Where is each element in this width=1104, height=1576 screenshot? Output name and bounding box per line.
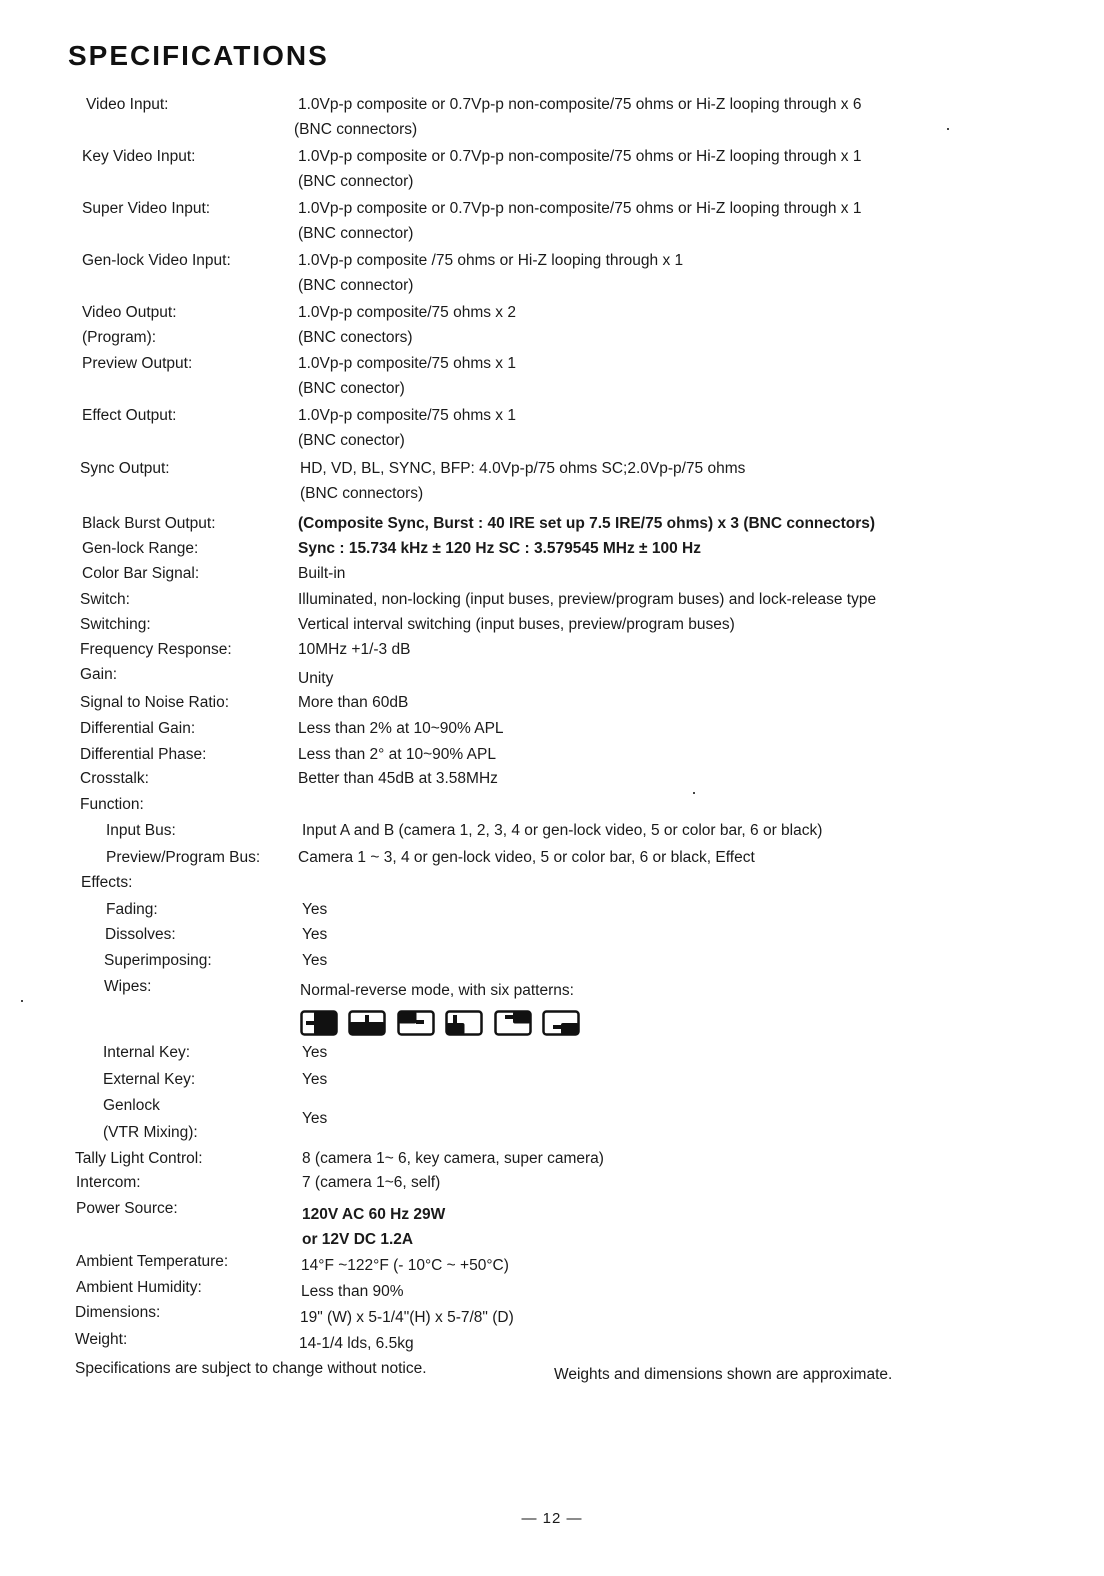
spec-value-line: Less than 2% at 10~90% APL bbox=[298, 720, 504, 737]
spec-label: Signal to Noise Ratio: bbox=[80, 694, 230, 711]
spec-value bbox=[298, 351, 998, 401]
spec-label: Video Input: bbox=[86, 96, 169, 113]
approximation-note: Weights and dimensions shown are approximate. bbox=[554, 1366, 893, 1383]
spec-value-line: Less than 90% bbox=[301, 1283, 404, 1300]
spec-label: Switch: bbox=[80, 591, 130, 608]
spec-value-line: (BNC conectors) bbox=[298, 329, 413, 346]
spec-value bbox=[298, 742, 998, 767]
spec-value-line: 8 (camera 1~ 6, key camera, super camera) bbox=[302, 1150, 604, 1167]
spec-value-line: Camera 1 ~ 3, 4 or gen-lock video, 5 or color bar, 6 or black, Effect bbox=[298, 849, 755, 866]
spec-label: Tally Light Control: bbox=[75, 1150, 203, 1167]
spec-value-line: 1.0Vp-p composite/75 ohms x 2 bbox=[298, 304, 516, 321]
spec-value bbox=[298, 612, 998, 637]
spec-label: Effect Output: bbox=[82, 407, 177, 424]
spec-value bbox=[300, 974, 1000, 1003]
spec-value-line: Yes bbox=[302, 1044, 328, 1061]
spec-value bbox=[294, 92, 998, 142]
spec-value-line: or 12V DC 1.2A bbox=[302, 1231, 414, 1248]
spec-value-line: 7 (camera 1~6, self) bbox=[302, 1174, 441, 1191]
spec-value-line: (BNC connector) bbox=[298, 277, 414, 294]
spec-label: Internal Key: bbox=[103, 1044, 191, 1061]
spec-value-line: HD, VD, BL, SYNC, BFP: 4.0Vp-p/75 ohms SC;2.0Vp-p/75 ohms bbox=[300, 460, 746, 477]
spec-label: Preview/Program Bus: bbox=[106, 849, 261, 866]
spec-value bbox=[302, 1170, 1002, 1195]
spec-value-line: Yes bbox=[302, 926, 328, 943]
scan-speck bbox=[693, 792, 695, 794]
spec-value-line: 120V AC 60 Hz 29W bbox=[302, 1206, 446, 1223]
spec-label: Ambient Temperature: bbox=[76, 1253, 229, 1270]
spec-value-line: 1.0Vp-p composite/75 ohms x 1 bbox=[298, 355, 516, 372]
spec-value-line: (Composite Sync, Burst : 40 IRE set up 7.5 IRE/75 ohms) x 3 (BNC connectors) bbox=[298, 515, 876, 532]
spec-label: Dimensions: bbox=[75, 1304, 161, 1321]
spec-label: Differential Gain: bbox=[80, 720, 196, 737]
spec-value-line: 1.0Vp-p composite or 0.7Vp-p non-composite/75 ohms or Hi-Z looping through x 1 bbox=[298, 148, 862, 165]
page-number: — 12 — bbox=[521, 1510, 583, 1527]
spec-label: Function: bbox=[80, 796, 144, 813]
spec-label: Black Burst Output: bbox=[82, 515, 216, 532]
spec-label: (VTR Mixing): bbox=[103, 1124, 198, 1141]
spec-value-line: Yes bbox=[302, 1071, 328, 1088]
spec-value-line: Vertical interval switching (input buses, preview/program buses) bbox=[298, 616, 735, 633]
spec-value-line: Better than 45dB at 3.58MHz bbox=[298, 770, 498, 787]
spec-value bbox=[298, 196, 998, 246]
wipe-pattern-5-icon bbox=[494, 1010, 532, 1036]
spec-value-line: Yes bbox=[302, 901, 328, 918]
spec-value bbox=[300, 1305, 1000, 1330]
wipe-pattern-6-icon bbox=[542, 1010, 580, 1036]
spec-label: Superimposing: bbox=[104, 952, 212, 969]
spec-label: Gen-lock Range: bbox=[82, 540, 199, 557]
spec-value-line: Input A and B (camera 1, 2, 3, 4 or gen-lock video, 5 or color bar, 6 or black) bbox=[302, 822, 823, 839]
spec-value bbox=[302, 1202, 1002, 1252]
spec-label: Key Video Input: bbox=[82, 148, 196, 165]
spec-value-line: Normal-reverse mode, with six patterns: bbox=[300, 982, 574, 999]
spec-value-line: (BNC connector) bbox=[298, 225, 414, 242]
spec-label: Video Output: bbox=[82, 304, 177, 321]
wipe-patterns bbox=[300, 1010, 586, 1036]
spec-value bbox=[298, 561, 998, 586]
spec-value-line: 1.0Vp-p composite or 0.7Vp-p non-composite/75 ohms or Hi-Z looping through x 6 bbox=[298, 96, 862, 113]
spec-value bbox=[298, 716, 998, 741]
spec-value bbox=[302, 1106, 1002, 1131]
spec-value-line: 14°F ~122°F (- 10°C ~ +50°C) bbox=[301, 1257, 509, 1274]
spec-label: Dissolves: bbox=[105, 926, 176, 943]
spec-value-line: 1.0Vp-p composite /75 ohms or Hi-Z looping through x 1 bbox=[298, 252, 684, 269]
spec-value bbox=[298, 300, 998, 325]
spec-value bbox=[299, 1331, 999, 1356]
spec-value-line: 14-1/4 lds, 6.5kg bbox=[299, 1335, 414, 1352]
spec-label: Genlock bbox=[103, 1097, 160, 1114]
spec-value-line: Unity bbox=[298, 670, 334, 687]
spec-label: Input Bus: bbox=[106, 822, 176, 839]
spec-label: Weight: bbox=[75, 1331, 128, 1348]
spec-label: Color Bar Signal: bbox=[82, 565, 200, 582]
spec-value bbox=[301, 1253, 1001, 1278]
spec-value-line: Less than 2° at 10~90% APL bbox=[298, 746, 496, 763]
spec-value-line: (BNC conector) bbox=[298, 380, 405, 397]
spec-value bbox=[302, 897, 1002, 922]
spec-value-line: 10MHz +1/-3 dB bbox=[298, 641, 411, 658]
spec-label: External Key: bbox=[103, 1071, 196, 1088]
spec-value-line: (BNC connectors) bbox=[294, 121, 418, 138]
spec-label: Crosstalk: bbox=[80, 770, 149, 787]
spec-value bbox=[302, 948, 1002, 973]
spec-value-line: 1.0Vp-p composite/75 ohms x 1 bbox=[298, 407, 516, 424]
spec-value bbox=[298, 248, 998, 298]
spec-label: Intercom: bbox=[76, 1174, 141, 1191]
spec-label: Ambient Humidity: bbox=[76, 1279, 202, 1296]
spec-label: Switching: bbox=[80, 616, 151, 633]
spec-value bbox=[302, 1040, 1002, 1065]
spec-label: Preview Output: bbox=[82, 355, 193, 372]
wipe-pattern-3-icon bbox=[397, 1010, 435, 1036]
scan-speck bbox=[947, 128, 949, 130]
spec-value bbox=[298, 637, 998, 662]
spec-value bbox=[298, 587, 998, 612]
spec-label: Differential Phase: bbox=[80, 746, 207, 763]
spec-label: Super Video Input: bbox=[82, 200, 211, 217]
spec-value bbox=[298, 690, 998, 715]
spec-value-line: Sync : 15.734 kHz ± 120 Hz SC : 3.579545 MHz ± 100 Hz bbox=[298, 540, 701, 557]
spec-value bbox=[301, 1279, 1001, 1304]
spec-value bbox=[298, 766, 998, 791]
spec-label: Fading: bbox=[106, 901, 158, 918]
spec-value-line: More than 60dB bbox=[298, 694, 409, 711]
spec-label: Sync Output: bbox=[80, 460, 170, 477]
spec-label: Effects: bbox=[81, 874, 133, 891]
spec-value bbox=[302, 1067, 1002, 1092]
spec-value-line: Yes bbox=[302, 1110, 328, 1127]
spec-value bbox=[302, 1146, 1002, 1171]
spec-value-line: Illuminated, non-locking (input buses, preview/program buses) and lock-release type bbox=[298, 591, 877, 608]
spec-value bbox=[302, 922, 1002, 947]
spec-value-line: (BNC conector) bbox=[298, 432, 405, 449]
spec-label: Gain: bbox=[80, 666, 118, 683]
spec-value-line: (BNC connectors) bbox=[300, 485, 424, 502]
spec-label: Power Source: bbox=[76, 1200, 178, 1217]
spec-value bbox=[298, 511, 998, 536]
spec-label: (Program): bbox=[82, 329, 157, 346]
spec-value bbox=[298, 536, 998, 561]
spec-value bbox=[298, 662, 998, 691]
spec-label: Wipes: bbox=[104, 978, 152, 995]
spec-value-line: Yes bbox=[302, 952, 328, 969]
spec-label: Gen-lock Video Input: bbox=[82, 252, 231, 269]
spec-value bbox=[300, 456, 1000, 506]
page-title: SPECIFICATIONS bbox=[68, 40, 329, 71]
spec-value bbox=[302, 818, 1002, 843]
wipe-pattern-1-icon bbox=[300, 1010, 338, 1036]
spec-value bbox=[298, 403, 998, 453]
wipe-pattern-2-icon bbox=[348, 1010, 386, 1036]
wipe-pattern-4-icon bbox=[445, 1010, 483, 1036]
spec-value bbox=[298, 845, 998, 870]
spec-value-line: (BNC connector) bbox=[298, 173, 414, 190]
spec-value bbox=[298, 144, 998, 194]
disclaimer-note: Specifications are subject to change without notice. bbox=[75, 1360, 427, 1377]
spec-value-line: 19" (W) x 5-1/4"(H) x 5-7/8" (D) bbox=[300, 1309, 514, 1326]
spec-value bbox=[298, 325, 998, 350]
spec-value-line: 1.0Vp-p composite or 0.7Vp-p non-composite/75 ohms or Hi-Z looping through x 1 bbox=[298, 200, 862, 217]
scan-speck bbox=[21, 1000, 23, 1002]
spec-label: Frequency Response: bbox=[80, 641, 232, 658]
spec-value-line: Built-in bbox=[298, 565, 346, 582]
